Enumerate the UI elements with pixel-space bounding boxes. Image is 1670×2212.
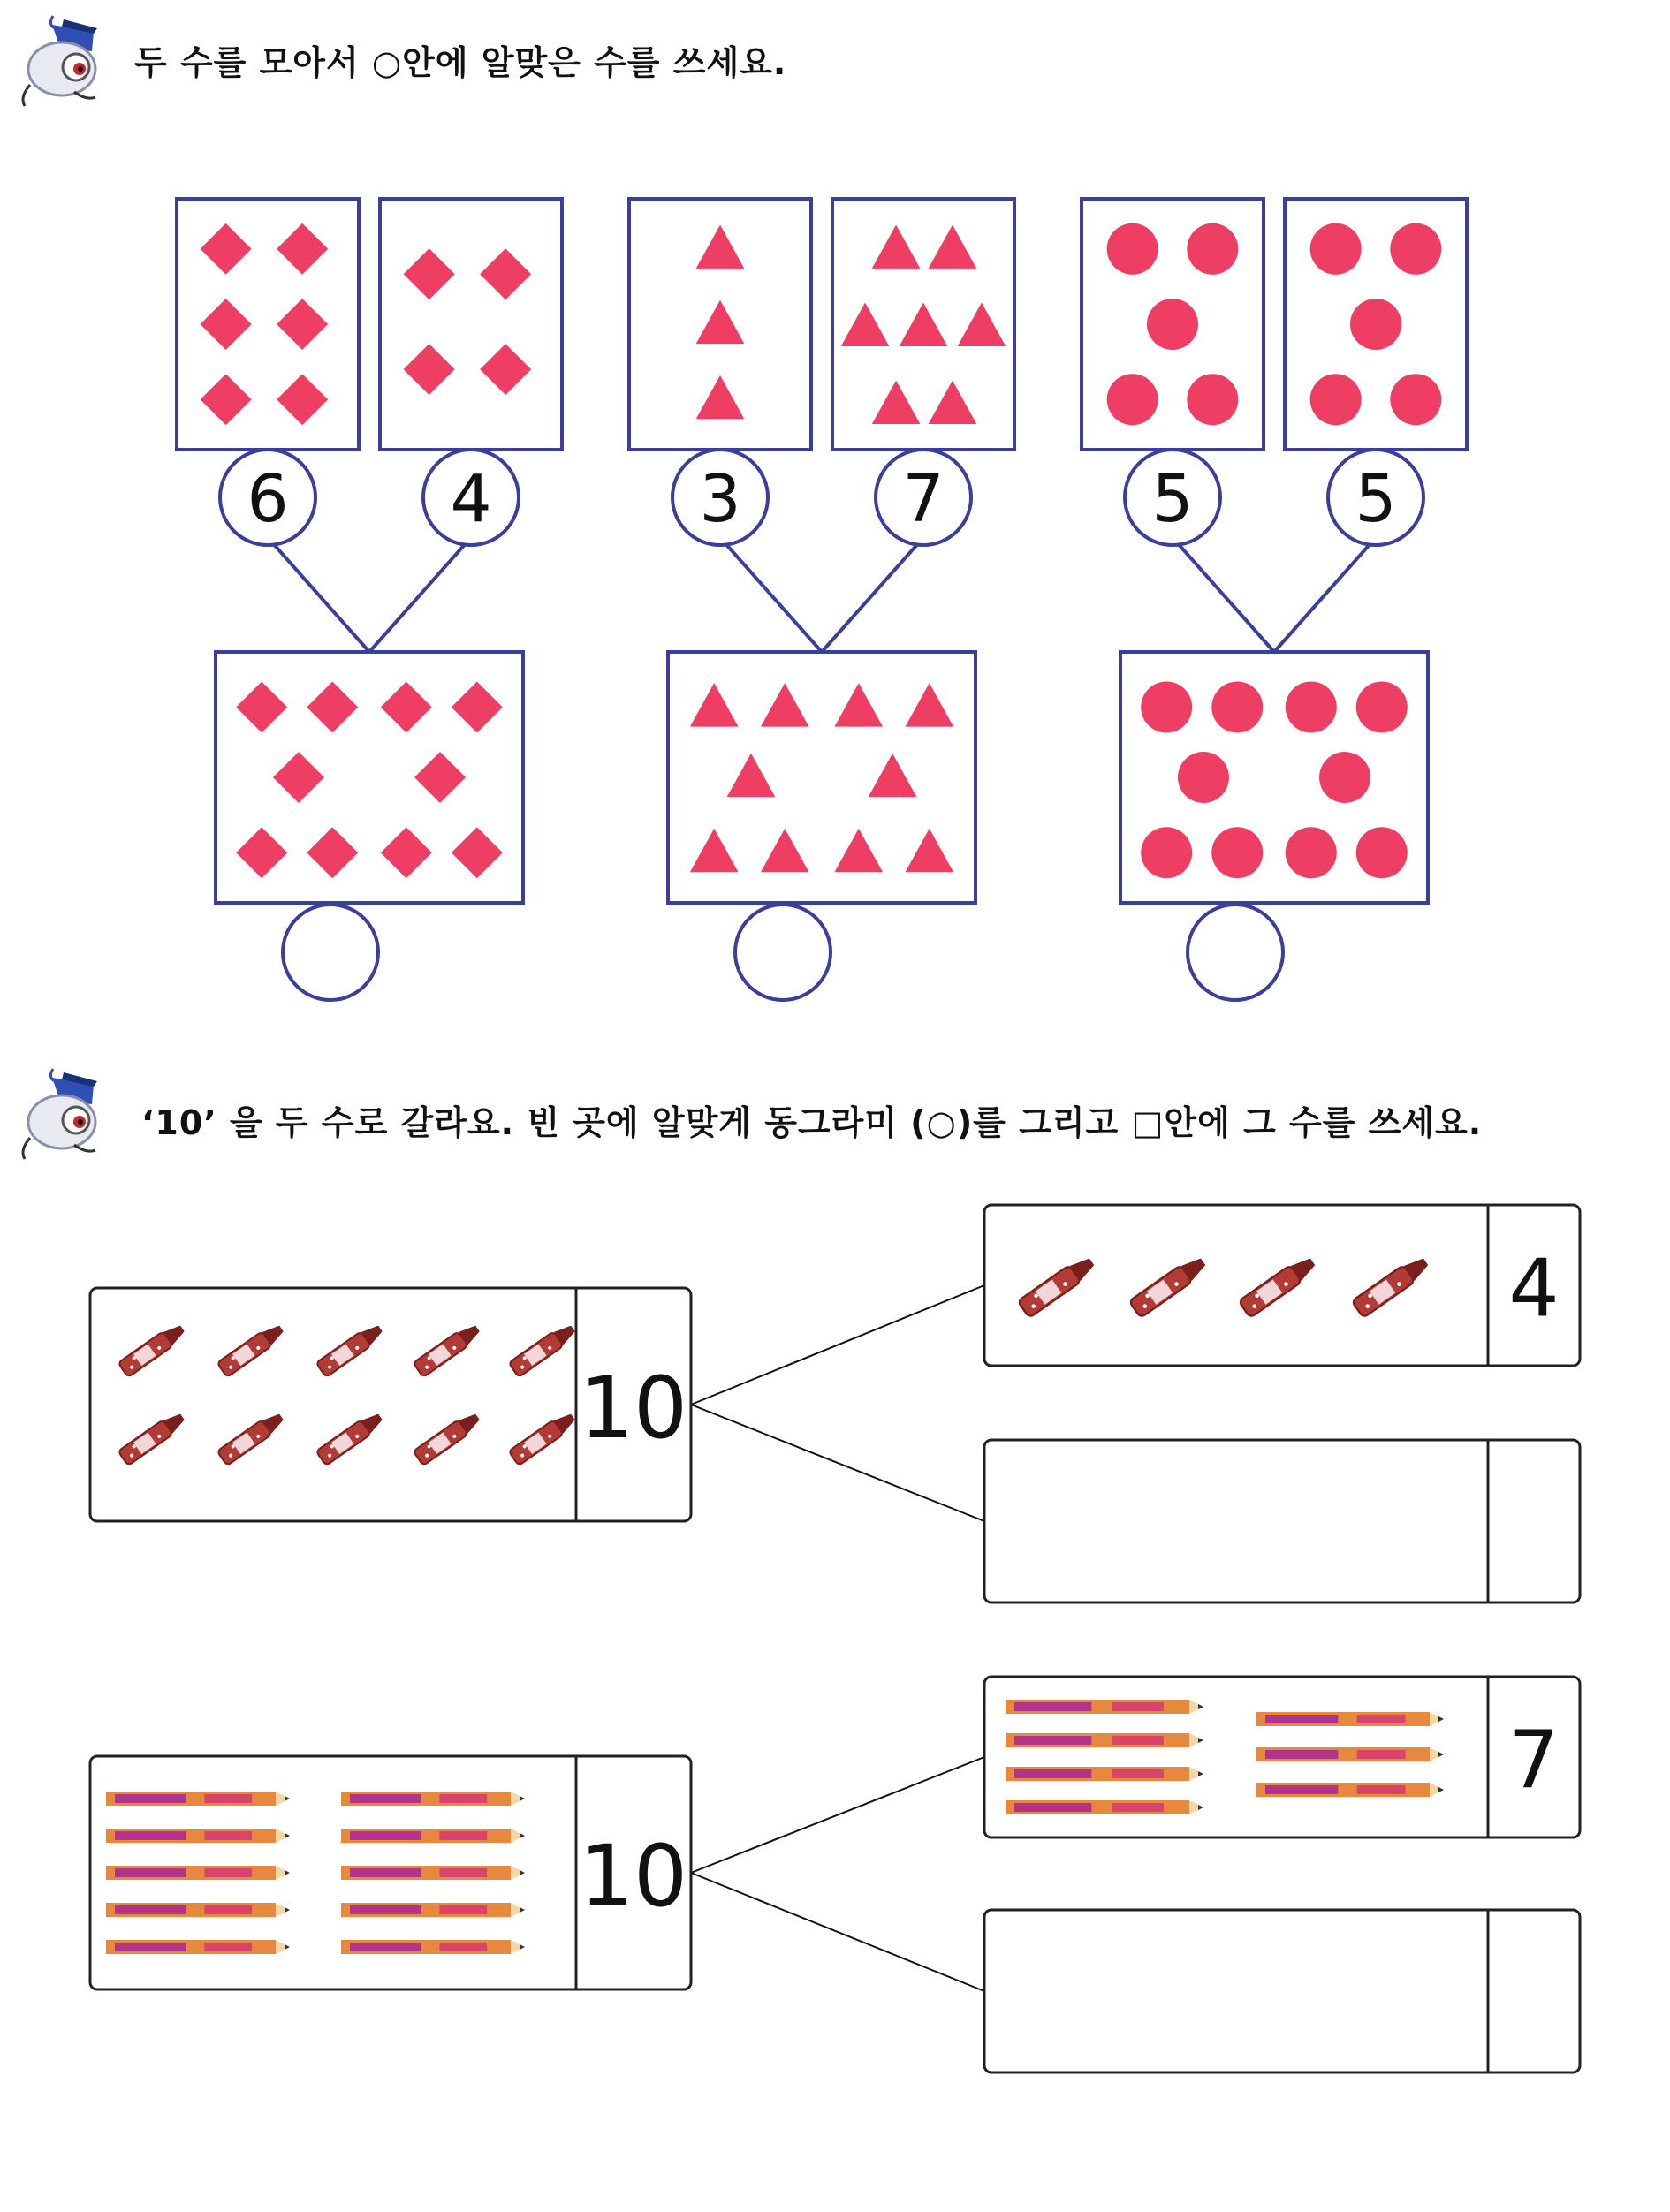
drawing-area[interactable] (990, 1915, 1483, 2067)
pencil-print (350, 1831, 421, 1840)
circle-icon (1356, 681, 1408, 732)
circle-icon (1286, 681, 1337, 732)
decompose-problem-1 (90, 1205, 1580, 1602)
answer-square[interactable] (1492, 1915, 1575, 2067)
pencil-icon (341, 1940, 525, 1954)
circle-icon (1141, 681, 1192, 732)
pencil-print (204, 1943, 252, 1951)
instruction-2: ‘10’ 을 두 수로 갈라요. 빈 곳에 알맞게 동그라미 (○)를 그리고 □안에 그 수를 쓰세요. (141, 1103, 1483, 1142)
circle-icon (1319, 752, 1370, 803)
right-number: 5 (1355, 461, 1397, 537)
part-box-blank (984, 1910, 1580, 2072)
decompose-problem-2 (90, 1677, 1580, 2072)
pencil-print (204, 1905, 252, 1914)
pencil-print (350, 1905, 421, 1914)
answer-circle[interactable] (735, 905, 831, 1000)
pencil-print (1014, 1736, 1091, 1745)
whole-number: 10 (579, 1359, 688, 1458)
pencil-icon (341, 1829, 525, 1843)
pencil-print (1265, 1715, 1338, 1723)
connector-line (822, 542, 920, 652)
pencil-icon (106, 1792, 290, 1806)
pencil-print (439, 1794, 487, 1803)
pencil-icon (1006, 1700, 1203, 1714)
pencil-print (1014, 1803, 1091, 1812)
pencil-icon (106, 1940, 290, 1954)
circle-icon (1356, 827, 1408, 878)
circle-icon (1107, 223, 1158, 275)
pencil-print (1265, 1785, 1338, 1794)
circle-icon (1286, 827, 1337, 878)
left-number: 6 (247, 461, 289, 537)
pencil-icon (341, 1792, 525, 1806)
circle-icon (1147, 299, 1198, 350)
pencil-icon (106, 1866, 290, 1880)
answer-circle[interactable] (1188, 905, 1283, 1000)
connector-line (369, 542, 467, 652)
answer-circle[interactable] (283, 905, 378, 1000)
pencil-print (1357, 1785, 1406, 1794)
answer-square[interactable] (1492, 1445, 1575, 1597)
decompose-diagram (0, 1175, 1670, 2094)
pencil-icon (1256, 1783, 1444, 1797)
pencil-icon (1006, 1800, 1203, 1814)
pencil-print (1014, 1769, 1091, 1778)
pencil-print (204, 1868, 252, 1877)
compose-group-3 (1082, 199, 1467, 1000)
pencil-icon (1256, 1747, 1444, 1761)
circle-icon (1107, 374, 1158, 425)
pencil-icon (341, 1866, 525, 1880)
mascot-icon (12, 1065, 110, 1163)
circle-icon (1310, 223, 1362, 275)
pencil-print (204, 1794, 252, 1803)
pencil-print (439, 1868, 487, 1877)
connector-line (691, 1757, 984, 1873)
connector-line (1176, 542, 1274, 652)
drawing-area[interactable] (990, 1445, 1483, 1597)
pencil-print (204, 1831, 252, 1840)
pencil-print (115, 1868, 186, 1877)
connector-line (724, 542, 822, 652)
right-panel (380, 199, 562, 450)
circle-icon (1310, 374, 1362, 425)
connector-line (691, 1285, 984, 1405)
pencil-icon (341, 1903, 525, 1917)
whole-number: 10 (579, 1827, 688, 1926)
circle-icon (1141, 827, 1192, 878)
pencil-icon (106, 1903, 290, 1917)
connector-line (691, 1873, 984, 1991)
part-box-given (984, 1205, 1580, 1366)
pencil-print (1014, 1702, 1091, 1711)
left-number: 3 (699, 461, 741, 537)
pencil-print (350, 1794, 421, 1803)
part-box-blank (984, 1440, 1580, 1602)
connector-line (691, 1405, 984, 1521)
pencil-print (439, 1905, 487, 1914)
connector-line (1274, 542, 1372, 652)
part-number: 4 (1508, 1242, 1560, 1336)
pencil-print (1112, 1769, 1164, 1778)
circle-icon (1187, 374, 1238, 425)
whole-box (90, 1756, 691, 1989)
pencil-icon (106, 1829, 290, 1843)
connector-line (271, 542, 369, 652)
pencil-icon (1256, 1712, 1444, 1726)
pencil-print (115, 1905, 186, 1914)
left-number: 5 (1151, 461, 1194, 537)
circle-icon (1211, 827, 1263, 878)
part-number: 7 (1508, 1714, 1560, 1807)
right-number: 4 (450, 461, 492, 537)
pencil-print (1112, 1803, 1164, 1812)
pencil-print (1357, 1715, 1406, 1723)
circle-icon (1211, 681, 1263, 732)
pencil-print (115, 1831, 186, 1840)
pencil-icon (1006, 1733, 1203, 1747)
pencil-print (115, 1943, 186, 1951)
instruction-1: 두 수를 모아서 ○안에 알맞은 수를 쓰세요. (134, 43, 787, 82)
mascot-icon (12, 12, 110, 110)
pencil-print (350, 1943, 421, 1951)
pencil-print (1265, 1750, 1338, 1759)
pencil-icon (1006, 1767, 1203, 1781)
circle-icon (1178, 752, 1229, 803)
whole-box (90, 1288, 691, 1521)
circle-icon (1350, 299, 1401, 350)
pencil-print (1112, 1702, 1164, 1711)
pencil-print (350, 1868, 421, 1877)
pencil-print (439, 1831, 487, 1840)
circle-icon (1390, 223, 1441, 275)
compose-diagram (0, 168, 1670, 1034)
pencil-print (1357, 1750, 1406, 1759)
pencil-print (115, 1794, 186, 1803)
compose-group-2 (629, 199, 1014, 1000)
compose-group-1 (177, 199, 562, 1000)
circle-icon (1187, 223, 1238, 275)
part-box-given (984, 1677, 1580, 1837)
pencil-print (1112, 1736, 1164, 1745)
right-number: 7 (902, 461, 945, 537)
pencil-print (439, 1943, 487, 1951)
circle-icon (1390, 374, 1441, 425)
